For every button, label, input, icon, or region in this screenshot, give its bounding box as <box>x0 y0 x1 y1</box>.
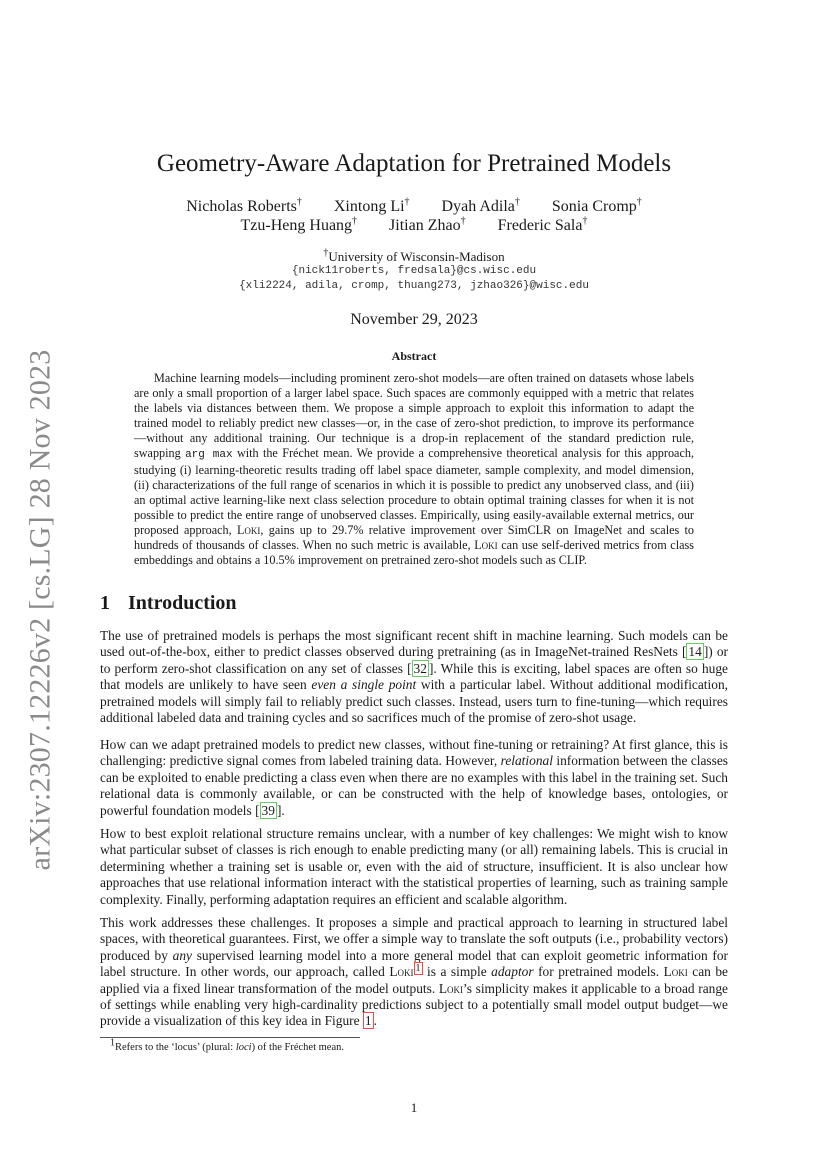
arxiv-identifier <box>20 349 60 871</box>
intro-paragraph: How to best exploit relational structure remains unclear, with a number of key challenges: We might wish to know what particular subset of classes is rich enough to enable predicting many (or all) remaining labels. This is crucial in determining whether a training set is usable or, even with the aid of structure, insufficient. It is also unclear how approaches that use relational information interact with the statistical properties of learning, such as training sample complexity. Finally, performing adaptation requires an efficient and scalable algorithm. <box>100 826 728 907</box>
citation-link[interactable]: 14 <box>688 644 702 660</box>
author: Jitian Zhao† <box>389 215 466 234</box>
citation-link[interactable]: 39 <box>261 802 275 818</box>
paper-title: Geometry-Aware Adaptation for Pretrained Models <box>156 150 672 177</box>
abstract-heading: Abstract <box>391 349 437 363</box>
intro-paragraph: The use of pretrained models is perhaps the most significant recent shift in machine learning. Such models can be used out-of-the-box, either to predict classes observed during pretraining (as in ImageNet-trained ResNets [ 14 ]) or to perform zero-shot classification on any set of classes [ 32 ]. While this is exciting, label spaces are often so huge that models are unlikely to have seen even a single point with a particular label. Without additional modification, pretrained models will simply fail to reliably predict such classes. Instead, users turn to fine-tuning—which requires additional labeled data and training cycles and so sacrifices much of the promise of zero-shot usage. <box>100 628 729 726</box>
author: Tzu-Heng Huang† <box>240 215 358 234</box>
email-line: {nick11roberts, fredsala}@cs.wisc.edu <box>291 265 537 277</box>
author-list-row-1 <box>0 198 828 216</box>
intro-paragraph: How can we adapt pretrained models to predict new classes, without fine-tuning or retraining? At first glance, this is challenging: predictive signal comes from labeled training data. However, relational information between the classes can be exploited to enable predicting a class even when there are no examples with this label in the training set. Such relational data is commonly available, or can be constructed with the help of knowledge bases, ontologies, or powerful foundation models [ 39 ]. <box>100 737 729 818</box>
email-line: {xli2224, adila, cromp, thuang273, jzhao326}@wisc.edu <box>239 280 589 292</box>
affiliation: †University of Wisconsin-Madison <box>323 247 505 264</box>
author: Frederic Sala† <box>497 215 588 234</box>
section-heading: 1 Introduction <box>100 592 237 614</box>
footnote: $^1$Refers to the ‘locus’ (plural: loci) of the Fréchet mean. <box>110 1037 344 1053</box>
footnote-link[interactable]: 1 <box>415 962 421 974</box>
author: Xintong Li† <box>333 196 410 215</box>
figure-link[interactable]: 1 <box>364 1013 372 1029</box>
author: Sonia Cromp† <box>551 196 642 215</box>
footnote-divider <box>100 1037 360 1038</box>
author-list-row-2 <box>0 217 828 235</box>
intro-paragraph: This work addresses these challenges. It proposes a simple and practical approach to learning in structured label spaces, with theoretical guarantees. First, we offer a simple way to translate the soft outputs (i.e., probability vectors) produced by any supervised learning model into a more general model that can exploit geometric information for label structure. In other words, our approach, called Loki $^1$ is a simple adaptor for pretrained models. Loki can be applied via a fixed linear transformation of the model outputs. Loki’s simplicity makes it applicable to a broad range of settings while enabling very high-cardinality predictions subject to a potentially small model output budget—we provide a visualization of this key idea in Figure 1 . <box>100 915 728 1029</box>
author: Nicholas Roberts† <box>186 196 302 215</box>
page-number: 1 <box>410 1100 418 1115</box>
citation-link[interactable]: 32 <box>413 660 427 676</box>
author: Dyah Adila† <box>441 196 520 215</box>
abstract-body: Machine learning models—including prominent zero-shot models—are often trained on datasets whose labels are only a small proportion of a larger label space. Such spaces are commonly equipped with a metric that relates the labels via distances between them. We propose a simple approach to exploit this information to adapt the trained model to reliably predict new classes—or, in the case of zero-shot prediction, to improve its performance—without any additional training. Our technique is a drop-in replacement of the standard prediction rule, swapping arg max with the Fréchet mean. We provide a comprehensive theoretical analysis for this approach, studying (i) learning-theoretic results trading off label space diameter, sample complexity, and model dimension, (ii) characterizations of the full range of scenarios in which it is possible to predict any unobserved class, and (iii) an optimal active learning-like next class selection procedure to obtain optimal training classes for when it is not possible to predict the entire range of unobserved classes. Empirically, using easily-available external metrics, our proposed approach, Loki, gains up to 29.7% relative improvement over SimCLR on ImageNet and scales to hundreds of thousands of classes. When no such metric is available, Loki can use self-derived metrics from class embeddings and obtains a 10.5% improvement on pretrained zero-shot models such as CLIP. <box>134 371 695 567</box>
arxiv-identifier-text: arXiv:2307.12226v2 [cs.LG] 28 Nov 2023 <box>23 349 56 871</box>
publication-date: November 29, 2023 <box>350 311 478 328</box>
